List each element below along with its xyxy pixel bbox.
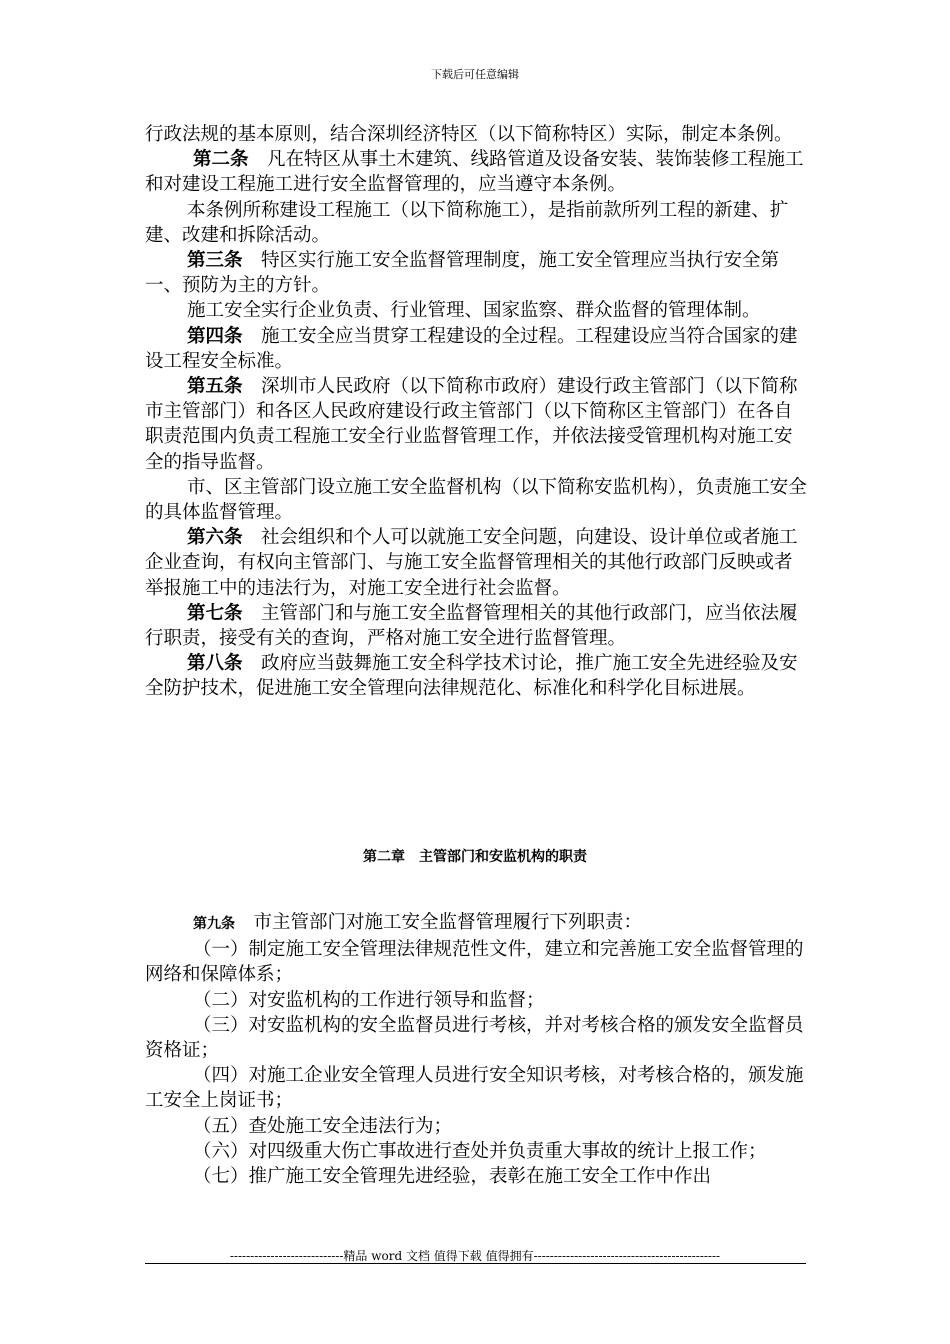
list-item: （四）对施工企业安全管理人员进行安全知识考核，对考核合格的，颁发施工安全上岗证书；: [145, 1065, 804, 1112]
paragraph-text: 社会组织和个人可以就施工安全问题，向建设、设计单位或者施工企业查询，有权向主管部门、与施工安全监督管理相关的其他行政部门反映或者举报施工中的违法行为，对施工安全进行社会监督。: [145, 527, 798, 599]
article-label: 第三条: [187, 250, 243, 272]
page-header: 下载后可任意编辑: [431, 68, 519, 81]
article-label: 第四条: [187, 325, 243, 347]
paragraph-article-8: [145, 651, 810, 701]
list-item: （三）对安监机构的安全监督员进行考核，并对考核合格的颁发安全监督员资格证；: [145, 1014, 804, 1062]
article-label: 第二条: [193, 149, 249, 171]
paragraph-4: [145, 298, 810, 323]
paragraph-text: 本条例所称建设工程施工（以下简称施工），是指前款所列工程的新建、扩建、改建和拆除活动。: [145, 199, 789, 246]
article-label: 第五条: [187, 376, 243, 398]
paragraph-article-7: [145, 601, 810, 651]
article-label: 第六条: [187, 527, 243, 549]
article-label: 第八条: [187, 653, 243, 675]
list-item: （二）对安监机构的工作进行领导和监督；: [193, 989, 545, 1011]
paragraph-text: 市主管部门对施工安全监督管理履行下列职责：: [235, 912, 643, 933]
list-item: （七）推广施工安全管理先进经验，表彰在施工安全工作中作出: [193, 1166, 712, 1188]
paragraph-text: 市、区主管部门设立施工安全监督机构（以下简称安监机构），负责施工安全的具体监督管理。: [145, 476, 807, 524]
footer-divider: [145, 1263, 806, 1264]
paragraph-0: [145, 122, 810, 147]
document-body: [145, 122, 810, 702]
paragraph-article-5: [145, 374, 810, 475]
paragraph-text: 施工安全应当贯穿工程建设的全过程。工程建设应当符合国家的建设工程安全标准。: [145, 325, 798, 372]
paragraph-2: [145, 198, 810, 248]
paragraph-article-9: [145, 910, 810, 937]
paragraph-article-2: [145, 147, 810, 197]
paragraph-text: 特区实行施工安全监督管理制度，施工安全管理应当执行安全第一、预防为主的方针。: [145, 250, 780, 297]
paragraph-text: 行政法规的基本原则，结合深圳经济特区（以下简称特区）实际，制定本条例。: [145, 124, 793, 145]
paragraph-text: 施工安全实行企业负责、行业管理、国家监察、群众监督的管理体制。: [187, 300, 761, 322]
article-label: 第七条: [187, 602, 243, 624]
paragraph-7: [145, 475, 810, 525]
article-label: 第九条: [193, 916, 235, 932]
document-body-chapter-2: [145, 910, 810, 1189]
list-item: （六）对四级重大伤亡事故进行查处并负责重大事故的统计上报工作；: [193, 1140, 767, 1162]
paragraph-text: 政府应当鼓舞施工安全科学技术讨论，推广施工安全先进经验及安全防护技术，促进施工安全管理向法律规范化、标准化和科学化目标进展。: [145, 653, 798, 700]
paragraph-article-6: [145, 525, 810, 601]
list-item: （一）制定施工安全管理法律规范性文件，建立和完善施工安全监督管理的网络和保障体系；: [145, 939, 804, 986]
chapter-title: 第二章 主管部门和安监机构的职责: [363, 849, 587, 865]
paragraph-article-3: [145, 248, 810, 298]
paragraph-text: 凡在特区从事土木建筑、线路管道及设备安装、装饰装修工程施工和对建设工程施工进行安全监督管理的，应当遵守本条例。: [145, 149, 804, 196]
paragraph-text: 深圳市人民政府（以下简称市政府）建设行政主管部门（以下简称市主管部门）和各区人民政府建设行政主管部门（以下简称区主管部门）在各自职责范围内负责工程施工安全行业监督管理工作，并依法接受管理机构对施工安全的指导监督。: [145, 376, 798, 473]
paragraph-text: 主管部门和与施工安全监督管理相关的其他行政部门，应当依法履行职责，接受有关的查询，严格对施工安全进行监督管理。: [145, 602, 798, 650]
paragraph-article-4: [145, 324, 810, 374]
list-item: （五）查处施工安全违法行为；: [193, 1115, 453, 1137]
page-footer: ----------------------------精品 word 文档 值得下载 值得拥有----------------------------------------------: [229, 1249, 721, 1263]
